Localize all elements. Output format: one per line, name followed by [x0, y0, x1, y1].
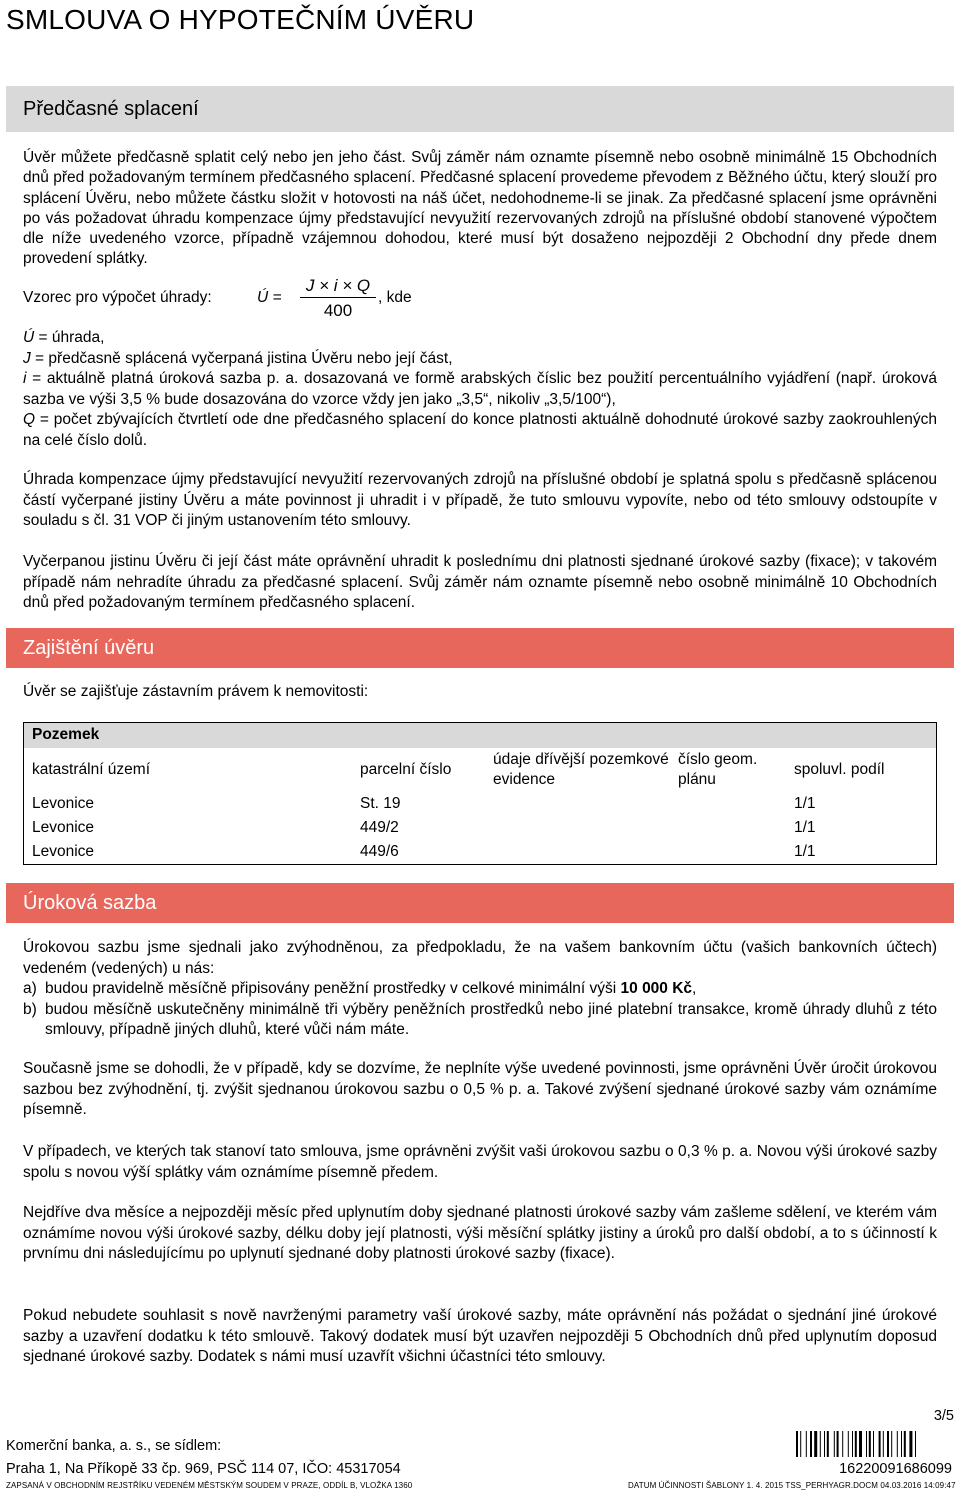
- table-cell: St. 19: [360, 795, 401, 812]
- definition-item: J = předčasně splácená vyčerpaná jistina Úvěru nebo její část,: [23, 349, 453, 367]
- register-info: ZAPSANÁ V OBCHODNÍM REJSTŘÍKU VEDENÉM MĚSTSKÝM SOUDEM V PRAZE, ODDÍL B, VLOŽKA 1360: [6, 1481, 413, 1490]
- list-item: a) budou pravidelně měsíčně připisovány peněžní prostředky v celkové minimální výši 10 000 Kč,: [23, 979, 937, 1000]
- table-row: [23, 816, 937, 840]
- formula-label: Vzorec pro výpočet úhrady:: [23, 289, 212, 306]
- fixation-repayment-paragraph: Vyčerpanou jistinu Úvěru či její část máte oprávnění uhradit k poslednímu dni platnosti sjednané úrokové sazby (fixace); v takovém případě nám nehradíte úhradu za předčasné splacení. Svůj záměr nám oznamte písemně nebo osobně minimálně 10 Obchodních dnů před požadovaným termínem předčasného splacení.: [23, 553, 937, 611]
- barcode-icon: [796, 1431, 954, 1457]
- fraction-bar: [300, 297, 376, 298]
- rate-change-paragraph: V případech, ve kterých tak stanoví tato smlouva, jsme oprávněni zvýšit vaši úrokovou sazbu o 0,3 % p. a. Novou výši úrokové sazby spolu s novou výší splátky vám oznámíme písemně předem.: [23, 1143, 937, 1181]
- formula-numerator: J × i × Q: [305, 276, 371, 295]
- compensation-paragraph: Úhrada kompenzace újmy představující nevyužití rezervovaných zdrojů na příslušné období je splatná spolu s předčasně splácenou částí vyčerpané jistiny Úvěru a máte povinnost ji uhradit i v případě, že tuto smlouvu vypovíte, nebo od této smlouvy odstoupíte v souladu s čl. 31 VOP či jiným ustanovením této smlouvy.: [23, 471, 937, 529]
- table-cell: [669, 792, 794, 816]
- rate-increase-paragraph: Současně jsme se dohodli, že v případě, kdy se dozvíme, že neplníte výše uvedené povinnosti, jsme oprávněni Úvěr úročit úrokovou sazbou bez zvýhodnění, tj. zvýšit sjednanou úrokovou sazbu o 0,5 % p. a. Takové zvýšení sjednané úrokové sazby vám oznámíme písemně.: [23, 1060, 937, 1118]
- formula-lhs: Ú =: [257, 289, 282, 306]
- table-cell: 449/6: [360, 843, 399, 860]
- table-row: [23, 792, 937, 816]
- table-cell: [669, 816, 794, 840]
- table-cell: [484, 840, 669, 864]
- document-number: 16220091686099: [839, 1461, 952, 1477]
- table-cell: [669, 840, 794, 864]
- column-header: údaje dřívější pozemkové evidence: [493, 751, 669, 788]
- conditions-list: [23, 979, 937, 1041]
- bank-name: Komerční banka, a. s., se sídlem:: [6, 1438, 222, 1454]
- table-cell: 1/1: [794, 819, 816, 836]
- table-cell: Levonice: [32, 819, 95, 836]
- property-table: [23, 722, 937, 864]
- minimum-amount: 10 000 Kč: [620, 980, 693, 997]
- list-item: b) budou měsíčně uskutečněny minimálně tři výběry peněžních prostředků nebo jiné platební transakce, kromě úhrady dluhů z této smlouvy, případně jiných dluhů, které vůči nám máte.: [23, 1000, 937, 1038]
- table-cell: [484, 792, 669, 816]
- section-heading-early-repayment: Předčasné splacení: [6, 86, 954, 132]
- definition-item: i = aktuálně platná úroková sazba p. a. dosazovaná ve formě arabských číslic bez použití percentuálního vyjádření (např. úroková sazba ve výši 3,5 % bude dosazována do vzorce vždy jen jako „3,5“, nikoliv „3,5/100“),: [23, 370, 937, 408]
- formula-definitions: [23, 328, 937, 452]
- amendment-paragraph: Pokud nebudete souhlasit s nově navrženými parametry vaší úrokové sazby, máte oprávnění nás požádat o sjednání jiné úrokové sazby a uzavření dodatku k této smlouvě. Takový dodatek musí být uzavřen nejpozději 5 Obchodních dnů před uplynutím doposud sjednané úrokové sazby. Dodatek s námi musí uzavřít všichni účastníci této smlouvy.: [23, 1307, 937, 1365]
- table-cell: 1/1: [794, 843, 816, 860]
- security-intro: Úvěr se zajišťuje zástavním právem k nemovitosti:: [23, 683, 369, 700]
- template-info: DATUM ÚČINNOSTI ŠABLONY 1. 4. 2015 TSS_PERHYAGR.DOCM 04.03.2016 14:09:47: [628, 1481, 956, 1490]
- page-number: 3/5: [933, 1408, 954, 1424]
- bank-address: Praha 1, Na Příkopě 33 čp. 969, PSČ 114 07, IČO: 45317054: [6, 1461, 401, 1477]
- table-cell: 449/2: [360, 819, 399, 836]
- rate-notification-paragraph: Nejdříve dva měsíce a nejpozději měsíc před uplynutím doby sjednané platnosti úrokové sazby vám zašleme sdělení, ve kterém vám oznámíme novou výši úrokové sazby, délku doby její platnosti, výši měsíční splátky jistiny a úroků pro další období, a to s účinností k prvnímu dni následujícímu po uplynutí sjednané doby platnosti úrokové sazby (fixace).: [23, 1204, 937, 1262]
- table-cell: [484, 816, 669, 840]
- table-group-label: Pozemek: [32, 726, 100, 743]
- table-cell: 1/1: [794, 795, 816, 812]
- interest-intro: Úrokovou sazbu jsme sjednali jako zvýhodněnou, za předpokladu, že na vašem bankovním účtu (vašich bankovních účtech) vedeném (vedených) u nás:: [23, 939, 937, 977]
- column-header: spoluvl. podíl: [794, 761, 885, 778]
- definition-item: Ú = úhrada,: [23, 329, 105, 346]
- table-row: [23, 840, 937, 864]
- definition-item: Q = počet zbývajících čtvrtletí ode dne předčasného splacení do konce platnosti aktuálně dohodnuté úrokové sazby zaokrouhlených na celé číslo dolů.: [23, 411, 937, 449]
- column-header: číslo geom. plánu: [678, 751, 758, 788]
- formula-fraction: [300, 276, 376, 321]
- formula-tail: , kde: [378, 289, 412, 306]
- table-cell: Levonice: [32, 843, 95, 860]
- formula-denominator: 400: [323, 301, 353, 320]
- list-marker: a): [23, 980, 37, 997]
- section-heading-loan-security: Zajištění úvěru: [6, 628, 954, 668]
- section-heading-interest-rate: Úroková sazba: [6, 883, 954, 923]
- column-header: parcelní číslo: [360, 761, 452, 778]
- early-repayment-paragraph: Úvěr můžete předčasně splatit celý nebo jen jeho část. Svůj záměr nám oznamte písemně nebo osobně minimálně 15 Obchodních dnů před požadovaným termínem předčasného splacení. Předčasné splacení provedeme převodem z Běžného účtu, který slouží pro splácení Úvěru, nebo můžete částku složit v hotovosti na náš účet, nedohodneme-li se jinak. Za předčasné splacení jsme oprávněni po vás požadovat úhradu kompenzace újmy představující nevyužití rezervovaných zdrojů na příslušné období stanovené výpočtem dle níže uvedeného vzorce, případně vzájemnou dohodou, které musí být dosaženo nejpozději 2 Obchodní dny přede dnem provedení splátky.: [23, 149, 937, 268]
- table-cell: Levonice: [32, 795, 95, 812]
- page-title: SMLOUVA O HYPOTEČNÍM ÚVĚRU: [6, 4, 475, 35]
- list-marker: b): [23, 1000, 37, 1018]
- table-group-row: [23, 722, 937, 748]
- column-header: katastrální území: [32, 761, 151, 778]
- table-header-row: [23, 748, 937, 792]
